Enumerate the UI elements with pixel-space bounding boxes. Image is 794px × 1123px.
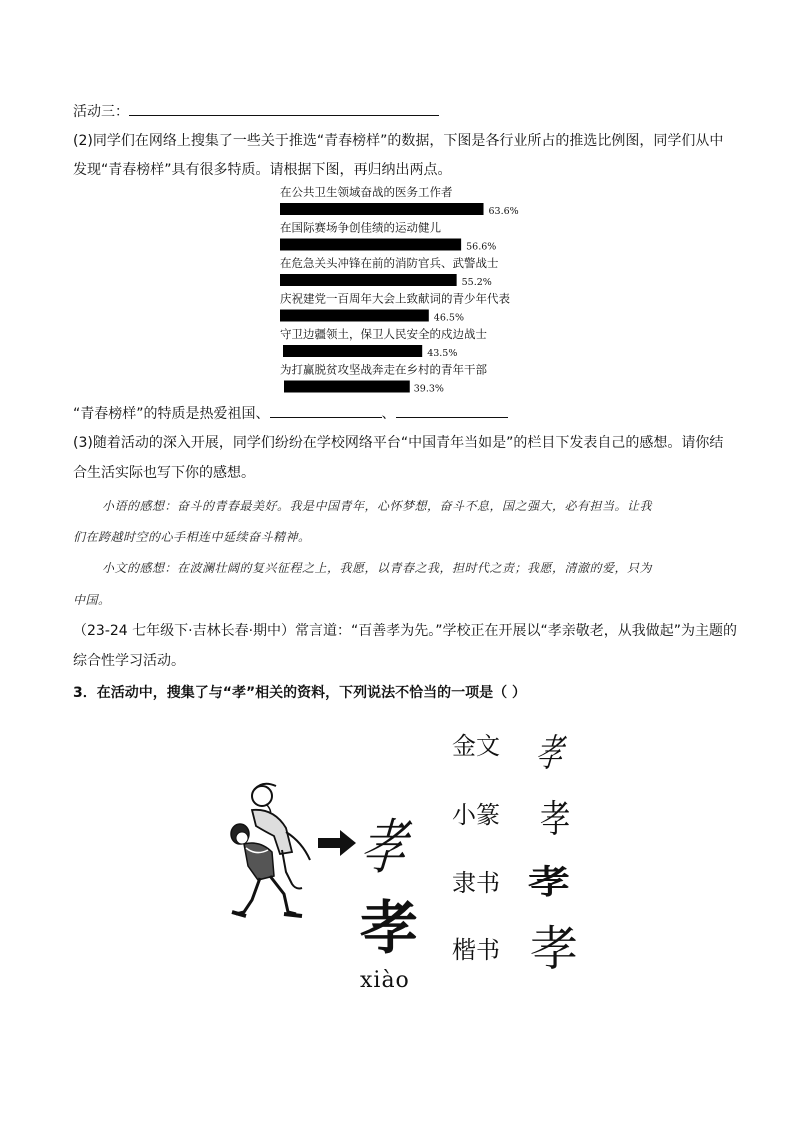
chart-bar [283, 345, 422, 357]
activity3-label: 活动三： [73, 104, 129, 120]
label-xiaozhuan: 小篆 [452, 801, 500, 829]
q2-line1: (2)同学们在网络上搜集了一些关于推选“青春榜样”的数据，下图是各行业所占的推选比例图，同学们从中 [73, 133, 724, 149]
q3-line1: (3)随着活动的深入开展，同学们纷纷在学校网络平台“中国青年当如是”的栏目下发表自己的感想。请你结 [73, 435, 724, 451]
big-xiao-char: 孝 [360, 894, 419, 962]
q3-line2: 合生活实际也写下你的感想。 [73, 465, 255, 481]
label-jinwen: 金文 [452, 732, 500, 760]
chart-bar [280, 203, 484, 215]
xiao-pinyin: xiào [360, 968, 410, 993]
chart-category-label: 为打赢脱贫攻坚战奔走在乡村的青年干部 [280, 362, 487, 377]
chart-category-label: 庆祝建党一百周年大会上致献词的青少年代表 [280, 291, 510, 306]
glyph-xiaozhuan: 孝 [540, 797, 571, 841]
trait-blank-1[interactable] [270, 403, 382, 418]
xiaowen-reflection-line2: 中国。 [73, 593, 111, 607]
industry-ratio-chart [276, 183, 526, 398]
chart-bar [280, 310, 429, 322]
trait-line [73, 403, 733, 424]
xiaoyu-reflection-line2: 们在跨越时空的心手相连中延续奋斗精神。 [73, 530, 311, 544]
carrying-elder-illustration [222, 776, 318, 922]
chart-value-label: 46.5% [433, 312, 464, 324]
glyph-kaishu: 孝 [530, 921, 579, 977]
chart-value-label: 43.5% [427, 348, 458, 359]
glyph-lishu: 孝 [528, 862, 571, 902]
chart-category-label: 守卫边疆领土，保卫人民安全的戍边战士 [280, 327, 487, 341]
chart-bar [280, 239, 461, 251]
label-lishu: 隶书 [452, 869, 500, 897]
xiaoyu-reflection-line1: 小语的感想：奋斗的青春最美好。我是中国青年，心怀梦想，奋斗不息，国之强大，必有担当。让我 [102, 499, 653, 513]
early-xiao-glyph: 孝 [357, 813, 410, 883]
glyph-jinwen: 孝 [533, 731, 566, 775]
q2-line2: 发现“青春榜样”具有很多特质。请根据下图，再归纳出两点。 [73, 162, 452, 178]
intro-line2: 综合性学习活动。 [73, 653, 185, 669]
chart-value-label: 63.6% [488, 206, 519, 217]
question-3: 3．在活动中，搜集了与“孝”相关的资料，下列说法不恰当的一项是（ ） [73, 685, 527, 701]
trait-separator: 、 [381, 406, 396, 422]
trait-prefix: “青春榜样”的特质是热爱祖国、 [73, 406, 270, 422]
chart-bar [284, 381, 410, 393]
chart-value-label: 39.3% [413, 383, 444, 395]
trait-blank-2[interactable] [396, 403, 508, 418]
chart-bar [280, 274, 457, 286]
label-kaishu: 楷书 [452, 936, 500, 964]
xiaowen-reflection-line1: 小文的感想：在波澜壮阔的复兴征程之上，我愿，以青春之我，担时代之责；我愿，清澈的爱，只为 [102, 561, 653, 575]
intro-line1: （23-24 七年级下·吉林长春·期中）常言道：“百善孝为先。”学校正在开展以“孝亲敬老，从我做起”为主题的 [73, 623, 738, 639]
chart-value-label: 56.6% [466, 241, 497, 253]
chart-category-label: 在公共卫生领域奋战的医务工作者 [280, 185, 453, 199]
chart-category-label: 在国际赛场争创佳绩的运动健儿 [280, 220, 441, 235]
activity3-blank[interactable] [129, 101, 439, 116]
activity3-line [73, 101, 733, 122]
chart-category-label: 在危急关头冲锋在前的消防官兵、武警战士 [280, 256, 499, 270]
chart-value-label: 55.2% [461, 277, 492, 288]
arrow-right-icon [318, 830, 356, 856]
